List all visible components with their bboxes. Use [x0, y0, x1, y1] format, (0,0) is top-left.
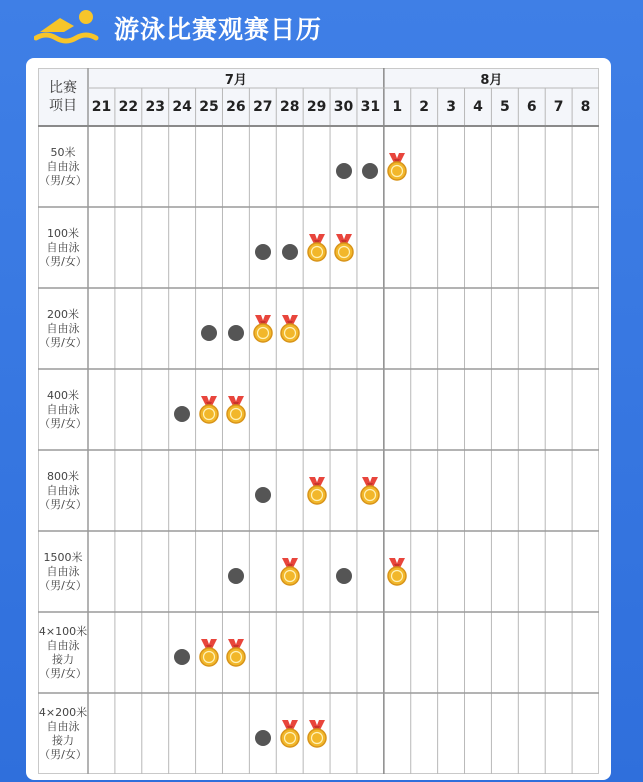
event-label-line: 自由泳	[46, 719, 80, 733]
event-label-line: 800米	[47, 469, 79, 483]
event-label-line: 自由泳	[46, 638, 80, 652]
day-label: 2	[419, 99, 430, 115]
day-label: 25	[199, 99, 219, 115]
corner-label-line: 比赛	[49, 80, 77, 96]
corner-label-line: 项目	[49, 98, 77, 114]
event-label	[38, 369, 88, 450]
gold-medal-icon	[305, 477, 329, 505]
event-label-line: （男/女）	[39, 497, 87, 511]
event-label-line: 4×100米	[38, 624, 88, 638]
gold-medal-icon	[385, 558, 409, 586]
event-label-line: 自由泳	[46, 321, 80, 335]
event-label	[38, 207, 88, 288]
event-label-line: 400米	[47, 388, 79, 402]
preliminary-dot	[174, 649, 190, 665]
event-label-line: 自由泳	[46, 483, 80, 497]
month-label: 8月	[480, 72, 503, 88]
preliminary-dot	[255, 244, 271, 260]
event-label	[38, 450, 88, 531]
day-label: 6	[526, 99, 537, 115]
day-label: 31	[360, 99, 381, 115]
day-label: 24	[172, 99, 192, 115]
schedule-table	[38, 68, 599, 774]
event-label-line: 接力	[52, 733, 74, 747]
preliminary-dot	[201, 325, 217, 341]
event-label-line: 100米	[47, 226, 79, 240]
preliminary-dot	[282, 244, 298, 260]
gold-medal-icon	[278, 720, 302, 748]
event-label-line: （男/女）	[39, 666, 87, 680]
table-grid	[38, 68, 599, 774]
event-label	[38, 288, 88, 369]
day-label: 27	[253, 99, 273, 115]
page-header	[34, 6, 322, 50]
event-label-line: （男/女）	[39, 173, 87, 187]
gold-medal-icon	[385, 153, 409, 181]
preliminary-dot	[228, 325, 244, 341]
swimmer-icon	[34, 8, 102, 48]
event-label-line: 1500米	[43, 550, 83, 564]
day-label: 3	[446, 99, 456, 115]
day-label: 4	[473, 99, 483, 115]
gold-medal-icon	[224, 639, 248, 667]
preliminary-dot	[336, 163, 352, 179]
page-title: 游泳比赛观赛日历	[114, 15, 323, 44]
day-label: 26	[226, 99, 246, 115]
gold-medal-icon	[305, 234, 329, 262]
gold-medal-icon	[224, 396, 248, 424]
preliminary-dot	[174, 406, 190, 422]
event-label	[38, 126, 88, 207]
gold-medal-icon	[278, 315, 302, 343]
day-label: 5	[499, 99, 510, 115]
calendar-card	[26, 58, 611, 780]
day-label: 28	[279, 99, 300, 115]
event-label-line: 50米	[50, 145, 76, 159]
event-label-line: 自由泳	[46, 159, 80, 173]
gold-medal-icon	[305, 720, 329, 748]
event-label-line: 4×200米	[38, 705, 88, 719]
event-label-line: 接力	[52, 652, 74, 666]
corner-label	[38, 68, 88, 126]
gold-medal-icon	[332, 234, 356, 262]
event-label	[38, 693, 88, 774]
table-border	[39, 69, 599, 774]
preliminary-dot	[228, 568, 244, 584]
day-label: 1	[392, 99, 403, 115]
day-label: 23	[145, 99, 165, 115]
gold-medal-icon	[197, 639, 221, 667]
day-label: 21	[91, 99, 112, 115]
preliminary-dot	[362, 163, 378, 179]
event-label-line: 自由泳	[46, 564, 80, 578]
event-label-line: （男/女）	[39, 578, 87, 592]
day-label: 7	[553, 99, 564, 115]
event-label-line: （男/女）	[39, 335, 87, 349]
event-label	[38, 531, 88, 612]
preliminary-dot	[255, 487, 271, 503]
event-label-line: 200米	[47, 307, 79, 321]
event-label-line: （男/女）	[39, 416, 87, 430]
event-label-line: 自由泳	[46, 240, 80, 254]
gold-medal-icon	[251, 315, 275, 343]
day-label: 8	[580, 99, 591, 115]
event-label-line: （男/女）	[39, 747, 87, 761]
event-label-line: 自由泳	[46, 402, 80, 416]
gold-medal-icon	[197, 396, 221, 424]
gold-medal-icon	[278, 558, 302, 586]
day-label: 29	[306, 99, 327, 115]
event-label-line: （男/女）	[39, 254, 87, 268]
event-label	[38, 612, 88, 693]
gold-medal-icon	[358, 477, 382, 505]
day-label: 30	[333, 99, 354, 115]
day-label: 22	[118, 99, 139, 115]
preliminary-dot	[255, 730, 271, 746]
month-label: 7月	[224, 72, 247, 88]
preliminary-dot	[336, 568, 352, 584]
